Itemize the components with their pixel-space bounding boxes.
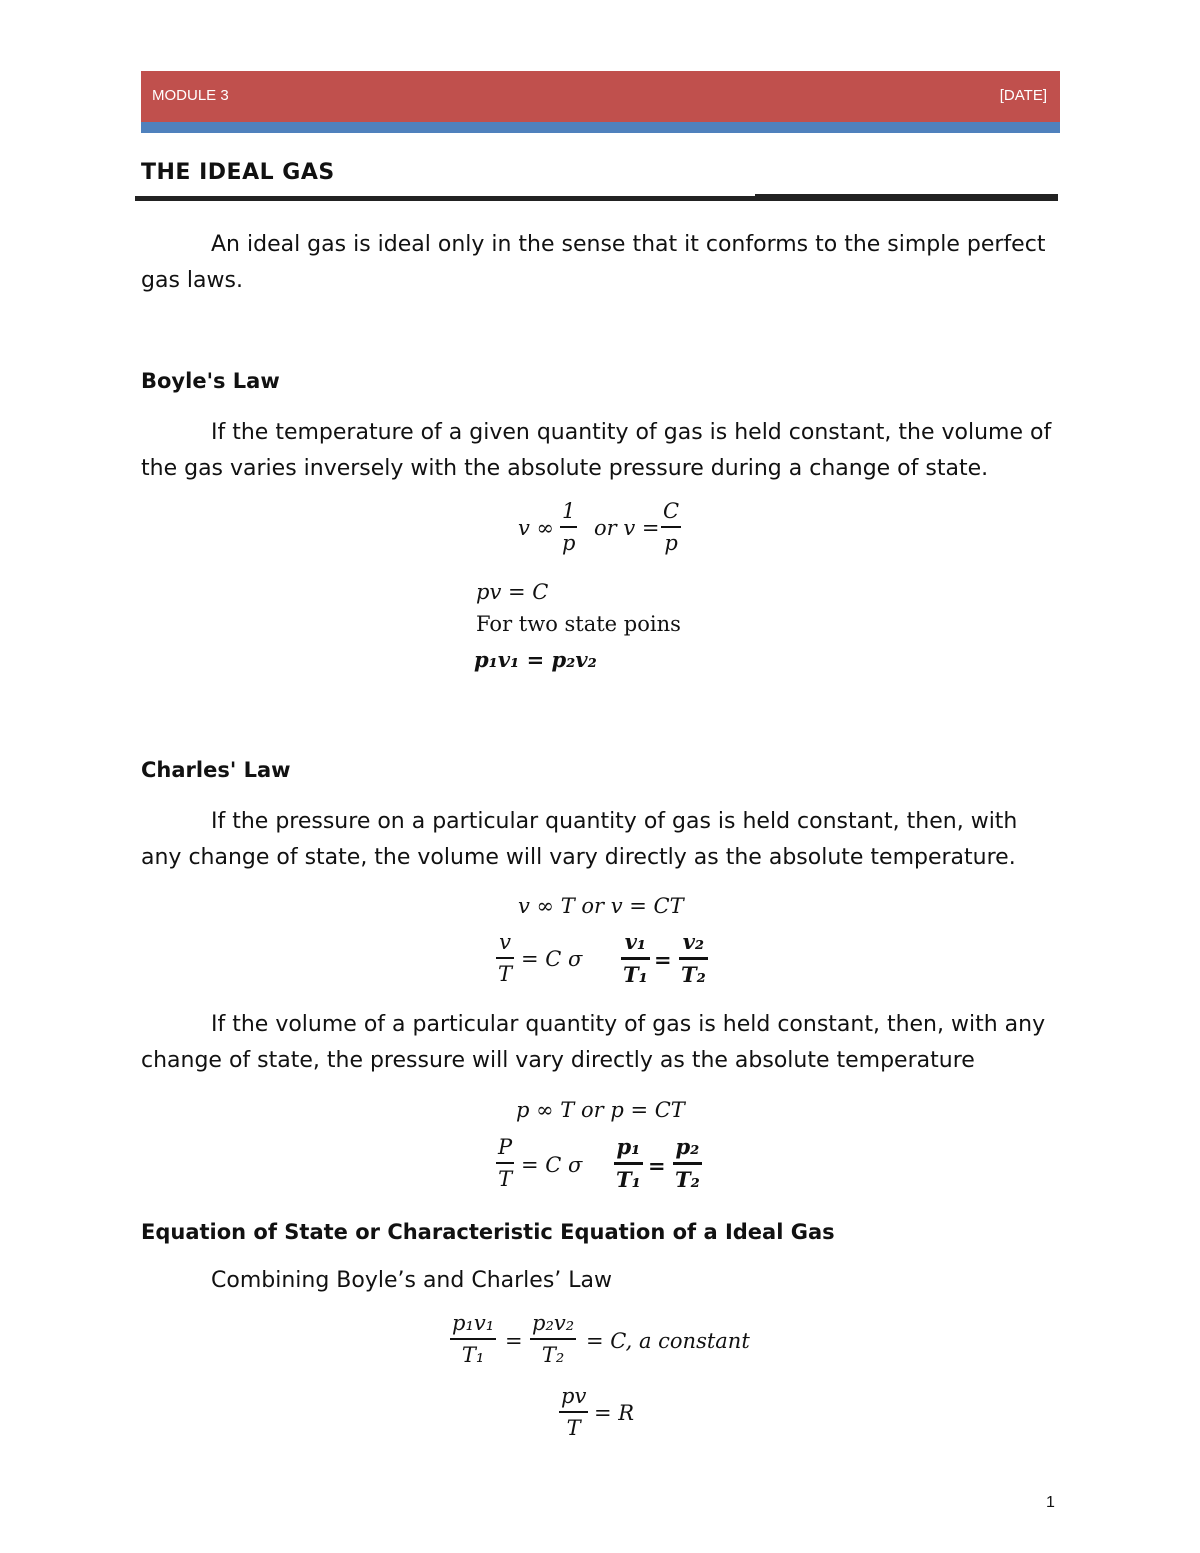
boyle-paragraph: If the temperature of a given quantity of gas is held constant, the volume of the gas varies inversely with the absolute pressure during a change of state. xyxy=(141,420,1052,481)
header-module-label: MODULE 3 xyxy=(152,87,229,104)
state-eq1-equals: = xyxy=(505,1329,523,1353)
fraction-bar xyxy=(530,1338,576,1340)
fraction-numerator: p₂v₂ xyxy=(532,1311,575,1335)
fraction-numerator: v₂ xyxy=(682,929,705,954)
fraction-bar xyxy=(496,957,514,959)
fraction-numerator: p₁v₁ xyxy=(452,1311,495,1335)
fraction-bar xyxy=(559,1411,588,1413)
fraction-denominator: T₁ xyxy=(616,1167,641,1192)
charles-paragraph: If the pressure on a particular quantity of gas is held constant, then, with any change of state, the volume will vary directly as the absolute temperature. xyxy=(141,809,1018,870)
fraction-numerator: P xyxy=(498,1135,513,1159)
charles-eq4: p ∞ T or p = CT xyxy=(516,1098,685,1122)
charles-eq6-equals: = xyxy=(648,1153,666,1178)
page-title: THE IDEAL GAS xyxy=(141,160,335,185)
fraction-bar xyxy=(673,1162,702,1165)
charles-eq2-rhs: = C σ xyxy=(521,947,583,971)
charles-eq2-fraction xyxy=(496,929,514,987)
fraction-bar xyxy=(450,1338,496,1340)
fraction-numerator: p₂ xyxy=(675,1134,700,1159)
charles-eq1: v ∞ T or v = CT xyxy=(518,894,684,918)
state-eq1-rhs: = C, a constant xyxy=(586,1329,750,1353)
charles-eq5-fraction xyxy=(496,1134,514,1192)
intro-paragraph: An ideal gas is ideal only in the sense that it conforms to the simple perfect gas laws. xyxy=(141,232,1046,293)
fraction-denominator: T xyxy=(498,962,513,986)
charles-eq3-fraction-right xyxy=(679,929,708,988)
boyle-eq1-fraction-2 xyxy=(661,498,681,556)
state-eq1-fraction-left xyxy=(450,1310,496,1368)
fraction-numerator: 1 xyxy=(562,499,576,523)
fraction-denominator: T₂ xyxy=(681,962,706,987)
fraction-numerator: v₁ xyxy=(624,929,647,954)
fraction-bar xyxy=(679,957,708,960)
boyle-eq1-lhs: v ∞ xyxy=(518,516,555,540)
header-band xyxy=(141,71,1060,122)
header-accent-stripe xyxy=(141,122,1060,133)
charles-eq3-equals: = xyxy=(654,947,672,972)
fraction-bar xyxy=(661,526,681,528)
state-eq1-fraction-right xyxy=(530,1310,576,1368)
state-eq2-fraction xyxy=(559,1383,588,1441)
fraction-bar xyxy=(621,957,650,960)
boyle-eq2: pv = C xyxy=(476,580,549,604)
fraction-numerator: C xyxy=(663,499,680,523)
boyle-eq1-mid: or v = xyxy=(594,516,660,540)
fraction-denominator: T xyxy=(498,1167,513,1191)
charles-eq6-fraction-right xyxy=(673,1134,702,1193)
fraction-denominator: T₂ xyxy=(541,1343,565,1367)
charles-eq3-fraction-left xyxy=(621,929,650,988)
fraction-numerator: p₁ xyxy=(616,1134,641,1159)
fraction-bar xyxy=(560,526,577,528)
charles-volume-paragraph: If the volume of a particular quantity of gas is held constant, then, with any change of state, the pressure will vary directly as the absolute temperature xyxy=(141,1012,1046,1073)
boyle-two-state-label: For two state poins xyxy=(476,612,681,636)
title-rule-thick xyxy=(755,194,1058,201)
fraction-bar xyxy=(496,1162,514,1164)
fraction-denominator: p xyxy=(562,531,576,555)
page-number: 1 xyxy=(1046,1494,1055,1511)
fraction-denominator: T₁ xyxy=(461,1343,485,1367)
fraction-numerator: pv xyxy=(561,1384,587,1408)
state-combining-text: Combining Boyle’s and Charles’ Law xyxy=(211,1268,612,1293)
boyle-heading: Boyle's Law xyxy=(141,369,280,393)
state-heading: Equation of State or Characteristic Equation of a Ideal Gas xyxy=(141,1220,835,1244)
state-eq2-rhs: = R xyxy=(594,1401,635,1425)
charles-heading: Charles' Law xyxy=(141,758,291,782)
boyle-eq3: p₁v₁ = p₂v₂ xyxy=(474,647,597,672)
fraction-denominator: p xyxy=(664,531,678,555)
header-date-label: [DATE] xyxy=(999,87,1047,104)
fraction-denominator: T xyxy=(566,1416,581,1440)
charles-eq5-rhs: = C σ xyxy=(521,1153,583,1177)
fraction-numerator: v xyxy=(499,930,511,954)
fraction-denominator: T₁ xyxy=(623,962,648,987)
boyle-eq1-fraction xyxy=(560,498,577,556)
fraction-denominator: T₂ xyxy=(675,1167,700,1192)
fraction-bar xyxy=(614,1162,643,1165)
charles-eq6-fraction-left xyxy=(614,1134,643,1193)
